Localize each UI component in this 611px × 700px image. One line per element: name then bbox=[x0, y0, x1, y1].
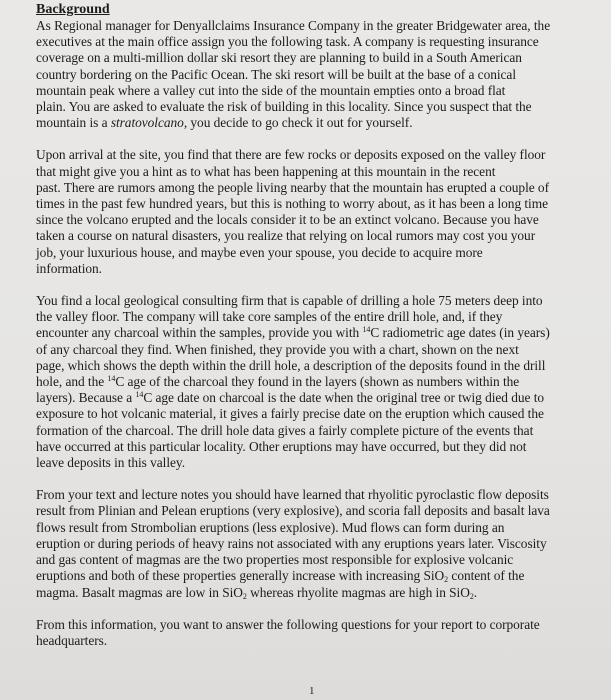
text-line: As Regional manager for Denyallclaims Insurance Company in the greater Bridgewater area, the bbox=[36, 18, 551, 33]
paragraph-conclusion bbox=[36, 617, 588, 649]
text-line: exposure to hot volcanic material, it gives a fairly precise date on the eruption which caused the bbox=[36, 406, 544, 422]
text-line: From your text and lecture notes you should have learned that rhyolitic pyroclastic flow deposits bbox=[36, 487, 549, 503]
text-line bbox=[36, 390, 588, 406]
text-line: mountain peak where a valley cut into the side of the mountain empties onto a broad flat bbox=[36, 82, 506, 98]
paragraph-arrival bbox=[36, 147, 588, 277]
superscript-14: 14 bbox=[362, 325, 371, 335]
text-line: Upon arrival at the site, you find that there are few rocks or deposits exposed on the valley floor bbox=[36, 147, 546, 163]
text-run: C age of the charcoal they found in the layers (shown as numbers within the bbox=[115, 374, 520, 390]
paragraph-task bbox=[36, 18, 588, 131]
text-line: coverage on a multi-million dollar ski resort they are planning to build in a South American bbox=[36, 50, 522, 66]
text-line: information. bbox=[36, 260, 102, 276]
text-line: times in the past few hundred years, but this is nothing to worry about, as it has been a long time bbox=[36, 196, 548, 212]
text-line: job, your luxurious house, and maybe even your spouse, you decide to acquire more bbox=[36, 244, 483, 260]
text-run: C radiometric age dates (in years) bbox=[370, 325, 550, 341]
text-line: that might give you a hint as to what has been happening at this mountain in the recent bbox=[36, 163, 496, 179]
text-line: flows result from Strombolian eruptions (less explosive). Mud flows can form during an bbox=[36, 519, 505, 535]
text-line bbox=[36, 585, 588, 601]
text-line bbox=[36, 374, 588, 390]
paragraph-magma bbox=[36, 487, 588, 600]
text-run: , you decide to go check it out for yourself. bbox=[183, 115, 413, 131]
superscript-14: 14 bbox=[107, 374, 116, 384]
text-line: and gas content of magmas are the two properties most responsible for explosive volcanic bbox=[36, 552, 514, 568]
text-line: headquarters. bbox=[36, 632, 108, 648]
text-line: formation of the charcoal. The drill hole data gives a fairly complete picture of the events that bbox=[36, 422, 534, 438]
paragraph-drilling bbox=[36, 293, 588, 471]
page-number: 1 bbox=[309, 685, 315, 697]
superscript-14: 14 bbox=[135, 390, 144, 400]
text-line: past. There are rumors among the people living nearby that the mountain has erupted a couple of bbox=[36, 179, 549, 195]
section-heading: Background bbox=[36, 2, 110, 17]
text-line: of any charcoal they find. When finished, they provide you with a chart, shown on the next bbox=[36, 341, 519, 357]
text-run: magma. Basalt magmas are low in SiO bbox=[36, 584, 243, 600]
text-run: hole, and the bbox=[36, 374, 108, 390]
text-run: content of the bbox=[448, 568, 525, 584]
subscript-2: 2 bbox=[469, 591, 474, 601]
text-run: whereas rhyolite magmas are high in SiO bbox=[246, 584, 470, 600]
text-run: C age date on charcoal is the date when the original tree or twig died due to bbox=[143, 390, 545, 406]
subscript-2: 2 bbox=[242, 591, 247, 601]
text-run: eruptions and both of these properties generally increase with increasing SiO bbox=[36, 568, 445, 584]
text-line: result from Plinian and Pelean eruptions (very explosive), and scoria fall deposits and basalt lava bbox=[36, 503, 550, 519]
text-line: You find a local geological consulting firm that is capable of drilling a hole 75 meters deep into bbox=[36, 293, 543, 309]
text-run: . bbox=[473, 584, 478, 600]
text-line: since the volcano erupted and the locals consider it to be an extinct volcano. Because you have bbox=[36, 212, 539, 228]
text-line: eruption or during periods of heavy rains not associated with any eruptions years later. Viscosity bbox=[36, 535, 547, 551]
emphasis-stratovolcano: stratovolcano bbox=[110, 115, 184, 131]
text-run: encounter any charcoal within the samples, provide you with bbox=[36, 325, 363, 341]
text-line: From this information, you want to answer the following questions for your report to corporate bbox=[36, 616, 540, 632]
document-page bbox=[36, 2, 588, 665]
text-line bbox=[36, 115, 588, 131]
text-line: leave deposits in this valley. bbox=[36, 455, 185, 471]
text-line: plain. You are asked to evaluate the risk of building in this locality. Since you suspect that the bbox=[36, 99, 532, 115]
text-line: executives at the main office assign you the following task. A company is requesting insurance bbox=[36, 34, 539, 50]
subscript-2: 2 bbox=[444, 575, 449, 585]
text-line: the valley floor. The company will take core samples of the entire drill hole, and, if they bbox=[36, 309, 503, 325]
text-run: mountain is a bbox=[36, 115, 111, 131]
text-run: layers). Because a bbox=[36, 390, 136, 406]
text-line: country bordering on the Pacific Ocean. The ski resort will be built at the base of a conical bbox=[36, 66, 516, 82]
text-line bbox=[36, 325, 588, 341]
text-line: page, which shows the depth within the drill hole, a description of the deposits found in the drill bbox=[36, 357, 546, 373]
text-line bbox=[36, 568, 588, 584]
text-line: have occurred at this particular locality. Other eruptions may have occurred, but they did not bbox=[36, 438, 527, 454]
text-line: taken a course on natural disasters, you realize that relying on local rumors may cost you your bbox=[36, 228, 536, 244]
